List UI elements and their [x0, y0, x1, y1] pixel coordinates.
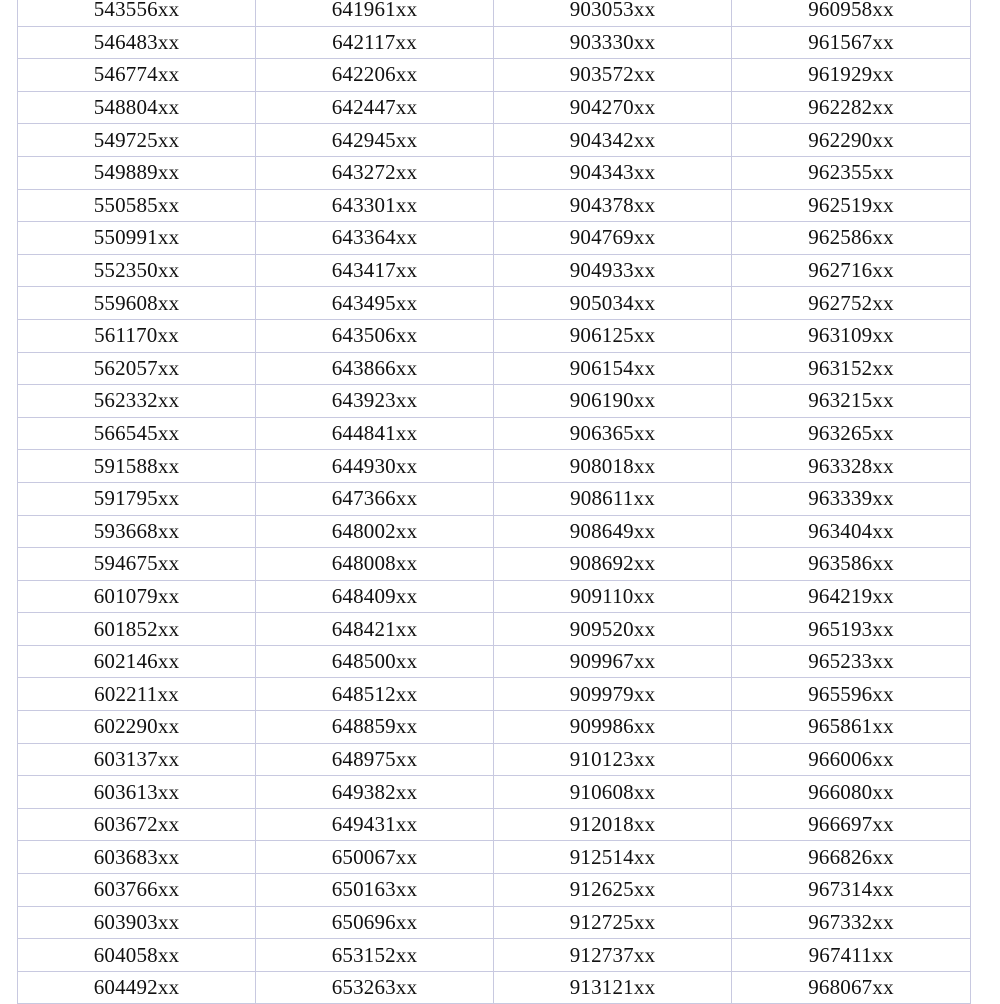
- table-cell: 602146xx: [18, 645, 256, 678]
- table-body: [18, 0, 971, 1004]
- table-row: [18, 156, 971, 189]
- table-cell: 566545xx: [18, 417, 256, 450]
- table-cell: 603613xx: [18, 776, 256, 809]
- table-cell: 601079xx: [18, 580, 256, 613]
- table-cell: 903572xx: [494, 59, 732, 92]
- table-row: [18, 678, 971, 711]
- table-cell: 963328xx: [732, 450, 971, 483]
- table-row: [18, 939, 971, 972]
- table-cell: 963152xx: [732, 352, 971, 385]
- table-cell: 965596xx: [732, 678, 971, 711]
- table-cell: 648421xx: [256, 613, 494, 646]
- table-cell: 967411xx: [732, 939, 971, 972]
- table-cell: 650163xx: [256, 874, 494, 907]
- table-cell: 904342xx: [494, 124, 732, 157]
- table-cell: 603137xx: [18, 743, 256, 776]
- table-cell: 908611xx: [494, 482, 732, 515]
- table-cell: 903053xx: [494, 0, 732, 26]
- table-cell: 908018xx: [494, 450, 732, 483]
- table-row: [18, 971, 971, 1004]
- table-cell: 905034xx: [494, 287, 732, 320]
- table-row: [18, 482, 971, 515]
- table-cell: 909110xx: [494, 580, 732, 613]
- table-cell: 643417xx: [256, 254, 494, 287]
- table-cell: 904343xx: [494, 156, 732, 189]
- table-row: [18, 808, 971, 841]
- table-row: [18, 776, 971, 809]
- table-cell: 912018xx: [494, 808, 732, 841]
- table-cell: 650067xx: [256, 841, 494, 874]
- table-cell: 962586xx: [732, 222, 971, 255]
- table-cell: 912725xx: [494, 906, 732, 939]
- table-cell: 962519xx: [732, 189, 971, 222]
- table-cell: 546774xx: [18, 59, 256, 92]
- table-row: [18, 743, 971, 776]
- table-cell: 603672xx: [18, 808, 256, 841]
- table-cell: 963404xx: [732, 515, 971, 548]
- table-cell: 604492xx: [18, 971, 256, 1004]
- table-cell: 643301xx: [256, 189, 494, 222]
- table-cell: 649431xx: [256, 808, 494, 841]
- table-row: [18, 385, 971, 418]
- table-cell: 967332xx: [732, 906, 971, 939]
- table-cell: 963215xx: [732, 385, 971, 418]
- table-cell: 966006xx: [732, 743, 971, 776]
- table-cell: 643923xx: [256, 385, 494, 418]
- table-row: [18, 450, 971, 483]
- table-cell: 591588xx: [18, 450, 256, 483]
- table-row: [18, 0, 971, 26]
- table-row: [18, 613, 971, 646]
- table-cell: 908649xx: [494, 515, 732, 548]
- table-cell: 641961xx: [256, 0, 494, 26]
- table-cell: 642447xx: [256, 91, 494, 124]
- table-cell: 561170xx: [18, 319, 256, 352]
- table-cell: 642206xx: [256, 59, 494, 92]
- table-row: [18, 874, 971, 907]
- table-cell: 602290xx: [18, 711, 256, 744]
- table-cell: 591795xx: [18, 482, 256, 515]
- table-cell: 642945xx: [256, 124, 494, 157]
- table-cell: 912625xx: [494, 874, 732, 907]
- table-cell: 963265xx: [732, 417, 971, 450]
- table-cell: 963109xx: [732, 319, 971, 352]
- table-row: [18, 26, 971, 59]
- table-row: [18, 222, 971, 255]
- table-cell: 644930xx: [256, 450, 494, 483]
- table-cell: 962290xx: [732, 124, 971, 157]
- table-cell: 912737xx: [494, 939, 732, 972]
- table-cell: 647366xx: [256, 482, 494, 515]
- table-cell: 602211xx: [18, 678, 256, 711]
- table-cell: 963339xx: [732, 482, 971, 515]
- table-row: [18, 645, 971, 678]
- table-cell: 543556xx: [18, 0, 256, 26]
- table-cell: 904933xx: [494, 254, 732, 287]
- table-cell: 643506xx: [256, 319, 494, 352]
- table-cell: 910608xx: [494, 776, 732, 809]
- table-cell: 559608xx: [18, 287, 256, 320]
- table-cell: 912514xx: [494, 841, 732, 874]
- table-cell: 549725xx: [18, 124, 256, 157]
- table-cell: 966826xx: [732, 841, 971, 874]
- table-cell: 648008xx: [256, 548, 494, 581]
- table-cell: 909967xx: [494, 645, 732, 678]
- table-cell: 913121xx: [494, 971, 732, 1004]
- table-cell: 960958xx: [732, 0, 971, 26]
- table-cell: 653152xx: [256, 939, 494, 972]
- table-cell: 643495xx: [256, 287, 494, 320]
- table-cell: 909979xx: [494, 678, 732, 711]
- table-cell: 965193xx: [732, 613, 971, 646]
- table-cell: 603766xx: [18, 874, 256, 907]
- table-row: [18, 254, 971, 287]
- table-row: [18, 189, 971, 222]
- table-cell: 648859xx: [256, 711, 494, 744]
- table-cell: 904769xx: [494, 222, 732, 255]
- table-cell: 909986xx: [494, 711, 732, 744]
- table-row: [18, 59, 971, 92]
- table-cell: 549889xx: [18, 156, 256, 189]
- table-cell: 644841xx: [256, 417, 494, 450]
- table-row: [18, 548, 971, 581]
- table-cell: 962716xx: [732, 254, 971, 287]
- table-row: [18, 515, 971, 548]
- table-row: [18, 287, 971, 320]
- table-cell: 967314xx: [732, 874, 971, 907]
- table-cell: 966697xx: [732, 808, 971, 841]
- table-cell: 903330xx: [494, 26, 732, 59]
- table-cell: 550991xx: [18, 222, 256, 255]
- table-row: [18, 417, 971, 450]
- table-row: [18, 580, 971, 613]
- table-cell: 965861xx: [732, 711, 971, 744]
- table-cell: 603903xx: [18, 906, 256, 939]
- table-row: [18, 711, 971, 744]
- table-cell: 550585xx: [18, 189, 256, 222]
- table-row: [18, 124, 971, 157]
- table-cell: 648512xx: [256, 678, 494, 711]
- number-table: [17, 0, 971, 1004]
- table-cell: 968067xx: [732, 971, 971, 1004]
- table-row: [18, 91, 971, 124]
- table-cell: 593668xx: [18, 515, 256, 548]
- table-cell: 906190xx: [494, 385, 732, 418]
- table-cell: 601852xx: [18, 613, 256, 646]
- table-cell: 904378xx: [494, 189, 732, 222]
- table-cell: 962752xx: [732, 287, 971, 320]
- table-cell: 643866xx: [256, 352, 494, 385]
- table-cell: 552350xx: [18, 254, 256, 287]
- table-cell: 603683xx: [18, 841, 256, 874]
- table-cell: 904270xx: [494, 91, 732, 124]
- table-cell: 653263xx: [256, 971, 494, 1004]
- table-cell: 648500xx: [256, 645, 494, 678]
- table-cell: 962282xx: [732, 91, 971, 124]
- table-cell: 908692xx: [494, 548, 732, 581]
- table-cell: 906365xx: [494, 417, 732, 450]
- table-cell: 966080xx: [732, 776, 971, 809]
- table-cell: 910123xx: [494, 743, 732, 776]
- table-cell: 642117xx: [256, 26, 494, 59]
- table-cell: 963586xx: [732, 548, 971, 581]
- table-row: [18, 841, 971, 874]
- table-cell: 962355xx: [732, 156, 971, 189]
- table-cell: 562057xx: [18, 352, 256, 385]
- table-cell: 965233xx: [732, 645, 971, 678]
- table-cell: 961929xx: [732, 59, 971, 92]
- table-cell: 604058xx: [18, 939, 256, 972]
- table-cell: 643272xx: [256, 156, 494, 189]
- table-cell: 909520xx: [494, 613, 732, 646]
- table-cell: 906154xx: [494, 352, 732, 385]
- table-cell: 649382xx: [256, 776, 494, 809]
- table-cell: 964219xx: [732, 580, 971, 613]
- table-cell: 562332xx: [18, 385, 256, 418]
- table-row: [18, 906, 971, 939]
- table-cell: 594675xx: [18, 548, 256, 581]
- table-cell: 643364xx: [256, 222, 494, 255]
- table-cell: 546483xx: [18, 26, 256, 59]
- table-row: [18, 319, 971, 352]
- table-cell: 650696xx: [256, 906, 494, 939]
- table-cell: 906125xx: [494, 319, 732, 352]
- table-cell: 648975xx: [256, 743, 494, 776]
- table-cell: 648409xx: [256, 580, 494, 613]
- table-cell: 648002xx: [256, 515, 494, 548]
- table-cell: 548804xx: [18, 91, 256, 124]
- table-row: [18, 352, 971, 385]
- table-cell: 961567xx: [732, 26, 971, 59]
